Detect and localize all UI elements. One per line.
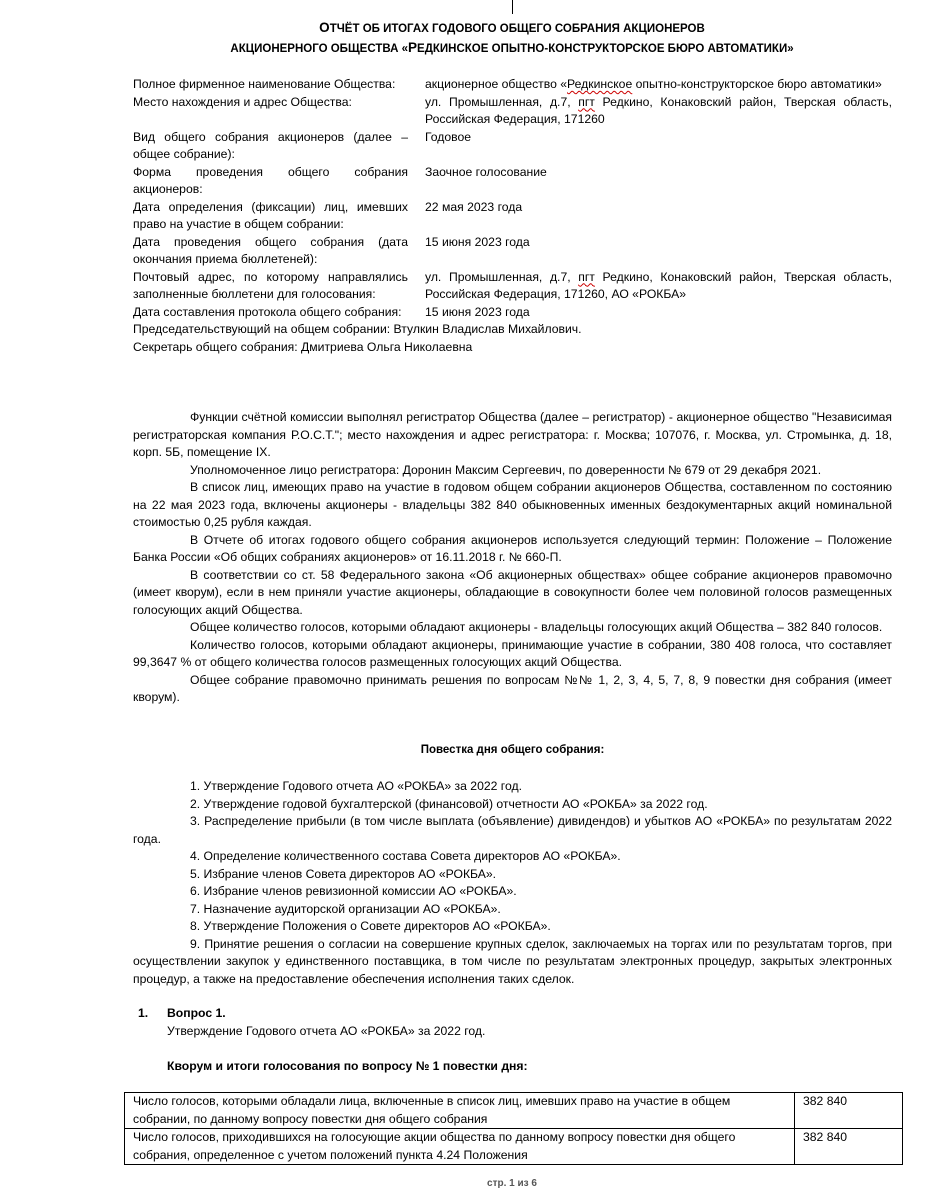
text-cursor (512, 0, 513, 14)
agenda-item: 8. Утверждение Положения о Совете директоров АО «РОКБА». (190, 919, 551, 933)
question-title: Вопрос 1. (167, 1006, 226, 1020)
info-row-address: Место нахождения и адрес Общества: ул. Промышленная, д.7, пгт Редкино, Конаковский район, Тверская область, Российская Федерация, 171260 (133, 94, 892, 126)
info-row-postal-address: Почтовый адрес, по которому направлялись заполненные бюллетени для голосования: ул. Промышленная, д.7, пгт Редкино, Конаковский район, Тверская область, Российская Федерация, 171260, АО «РОКБА» (133, 269, 892, 301)
quorum-table (124, 1092, 903, 1165)
page-number: стр. 1 из 6 (487, 1178, 537, 1189)
agenda-item: 1. Утверждение Годового отчета АО «РОКБА» за 2022 год. (190, 779, 522, 793)
paragraph-quorum-result: Общее собрание правомочно принимать решения по вопросам №№ 1, 2, 3, 4, 5, 7, 8, 9 повестки дня собрания (имеет кворум). (133, 672, 892, 704)
agenda-item: 3. Распределение прибыли (в том числе выплата (объявление) дивидендов) и убытков АО «РОКБА» по результатам 2022 года. (133, 814, 892, 846)
body-paragraphs (133, 409, 892, 707)
table-cell-value: 382 840 (795, 1093, 903, 1129)
agenda-item: 9. Принятие решения о согласии на совершение крупных сделок, заключаемых на торгах или по результатам торгов, при осуществлении закупок у единственного поставщика, в том числе по результатам электронных процедур, закрытых электронных процедур, а также на предоставление обеспечения исполнения таких сделок. (133, 936, 892, 986)
paragraph-registrar-person: Уполномоченное лицо регистратора: Доронин Максим Сергеевич, по доверенности № 679 от 29 декабря 2021. (190, 462, 822, 477)
info-row-meeting-date: Дата проведения общего собрания (дата окончания приема бюллетеней): 15 июня 2023 года (133, 234, 530, 266)
paragraph-terminology: В Отчете об итогах годового общего собрания акционеров используется следующий термин: Положение – Положение Банка России «Об общих собраниях акционеров» от 16.11.2018 г. № 660-П. (133, 532, 892, 564)
paragraph-total-votes: Общее количество голосов, которыми обладают акционеры - владельцы голосующих акций Общества – 382 840 голосов. (190, 620, 883, 634)
agenda-item: 7. Назначение аудиторской организации АО «РОКБА». (190, 901, 501, 916)
paragraph-quorum-law: В соответствии со ст. 58 Федерального закона «Об акционерных обществах» общее собрание акционеров правомочно (имеет кворум), если в нем приняли участие акционеры, обладающие в совокупности более чем половиной голосов размещенных голосующих акций Общества. (133, 567, 892, 617)
table-cell-label: Число голосов, которыми обладали лица, включенные в список лиц, имевших право на участие в общем собрании, по данному вопросу повестки дня общего собрания (125, 1093, 795, 1129)
secretary-line: Секретарь общего собрания: Дмитриева Ольга Николаевна (133, 339, 473, 354)
agenda-item: 2. Утверждение годовой бухгалтерской (финансовой) отчетности АО «РОКБА» за 2022 год. (190, 796, 708, 811)
info-row-record-date: Дата определения (фиксации) лиц, имевших право на участие в общем собрании: 22 мая 2023 года (133, 199, 523, 231)
chairman-line: Председательствующий на общем собрании: Втулкин Владислав Михайлович. (133, 322, 582, 336)
agenda-item: 4. Определение количественного состава Совета директоров АО «РОКБА». (190, 849, 621, 863)
paragraph-counting-commission: Функции счётной комиссии выполнял регистратор Общества (далее – регистратор) - акционерное общество "Независимая регистраторская компания Р.О.С.Т."; место нахождения и адрес регистратора: г. Москва; 107076, г. Москва, ул. Стромынка, д. 18, корп. 5Б, помещение IX. (133, 410, 892, 459)
table-row (125, 1129, 903, 1165)
table-row (125, 1093, 903, 1129)
question-number: 1. (138, 1006, 149, 1020)
agenda-heading: Повестка дня общего собрания: (420, 744, 605, 756)
info-row-protocol-date: Дата составления протокола общего собрания: 15 июня 2023 года (133, 304, 530, 319)
quorum-heading: Кворум и итоги голосования по вопросу № 1 повестки дня: (167, 1059, 528, 1073)
agenda-item: 6. Избрание членов ревизионной комиссии АО «РОКБА». (190, 884, 517, 898)
report-title-line-1: ОТЧЁТ ОБ ИТОГАХ ГОДОВОГО ОБЩЕГО СОБРАНИЯ АКЦИОНЕРОВ (319, 20, 705, 35)
table-cell-value: 382 840 (795, 1129, 903, 1165)
company-info (133, 76, 892, 356)
paragraph-participating-votes: Количество голосов, которыми обладают акционеры, принимающие участие в собрании, 380 408 голоса, что составляет 99,3647 % от общего количества голосов размещенных голосующих акций Общества. (133, 637, 892, 669)
agenda-list (133, 778, 892, 988)
table-cell-label: Число голосов, приходившихся на голосующие акции общества по данному вопросу повестки дня общего собрания, определенное с учетом положений пункта 4.24 Положения (125, 1129, 795, 1165)
report-title-line-2: АКЦИОНЕРНОГО ОБЩЕСТВА «РЕДКИНСКОЕ ОПЫТНО-КОНСТРУКТОРСКОЕ БЮРО АВТОМАТИКИ» (230, 40, 794, 55)
info-row-meeting-type: Вид общего собрания акционеров (далее – общее собрание): Годовое (133, 129, 472, 161)
info-row-full-name: Полное фирменное наименование Общества: акционерное общество «Редкинское опытно-конструкторское бюро автоматики» (133, 77, 882, 91)
info-row-meeting-form: Форма проведения общего собрания акционеров: Заочное голосование (133, 164, 547, 196)
question-text: Утверждение Годового отчета АО «РОКБА» за 2022 год. (167, 1024, 486, 1038)
paragraph-shareholder-list: В список лиц, имеющих право на участие в годовом общем собрании акционеров Общества, составленном по состоянию на 22 мая 2023 года, включены акционеры - владельцы 382 840 обыкновенных именных бездокументарных акций номинальной стоимостью 0,25 рубля каждая. (133, 480, 892, 529)
agenda-item: 5. Избрание членов Совета директоров АО «РОКБА». (190, 866, 497, 881)
